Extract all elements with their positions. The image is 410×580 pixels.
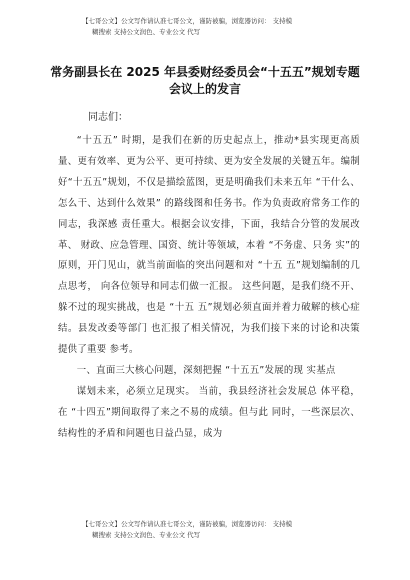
- greeting: 同志们：: [88, 112, 128, 123]
- footer-note-line-2: 糊搜索 支持公文润色、专业公文 代写: [92, 531, 201, 539]
- footer-note-line-1: 【七哥公文】公文写作请认准七哥公文，谨防被骗，浏览器访问： 支持模: [82, 520, 293, 528]
- title-line-2: 会议上的发言: [168, 82, 241, 96]
- header-note-line-2: 糊搜索 支持公文润色、专业公文 代写: [92, 28, 201, 36]
- header-note-line-1: 【七哥公文】公文写作请认准七哥公文，谨防被骗，浏览器访问： 支持模: [82, 17, 293, 25]
- footer-watermark-note: [82, 519, 352, 541]
- body-paragraph-1: “十五五” 时期，是我们在新的历史起点上，推动*县实现更高质量、更有效率、更为公平、更可持续、更为安全发展的关键五年。编制好“十五五”规划，不仅是描绘蓝图，更是明确我们未来五年 “干什么、怎么干、达到什么效果” 的路线图和任务书。作为负责政府常务工作的同志，我深感 责任重大。根据会议安排，下面，我结合分管的发展改革、 财政、应急管理、国资、统计等领域，本着 “不务虚、只务 实”的原则，开门见山，就当前面临的突出问题和对 “十五 五”规划编制的几点思考， 向各位领导和同志们做一汇报。 这些问题，是我们绕不开、躲不过的现实挑战，也是 “十五 五”规划必须直面并着力破解的核心症结。县发改委等部门 也汇报了相关情况，为我们接下来的讨论和决策提供了重要 参考。: [58, 135, 360, 356]
- document-title: [40, 64, 370, 98]
- body-paragraph-2: 谋划未来，必须立足现实。 当前，我县经济社会发展总 体平稳，在 “十四五”期间取得了来之不易的成绩。但与此 同时，一些深层次、结构性的矛盾和问题也日益凸显，成为: [58, 385, 360, 439]
- header-watermark-note: [82, 16, 352, 38]
- section-heading-1: 一、直面三大核心问题，深刻把握 “十五五”发展的现 实基点: [76, 364, 336, 376]
- document-body: [58, 131, 360, 445]
- title-line-1: 常务副县长在 2025 年县委财经委员会“十五五”规划专题: [50, 65, 360, 79]
